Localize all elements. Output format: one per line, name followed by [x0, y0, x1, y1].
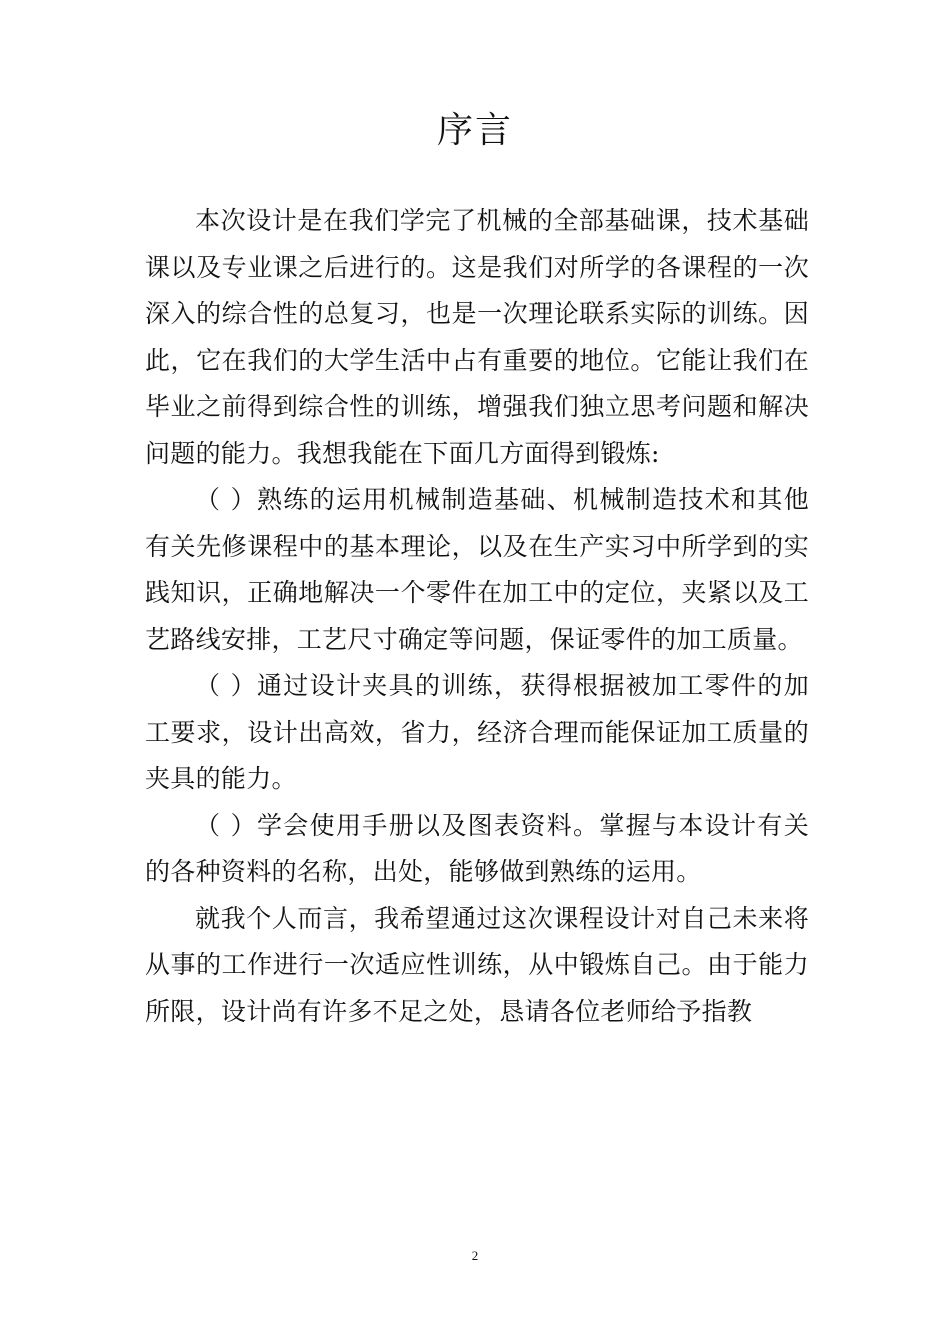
paragraph-item-1: （ ）熟练的运用机械制造基础、机械制造技术和其他有关先修课程中的基本理论，以及在生产实习中所学到的实践知识，正确地解决一个零件在加工中的定位，夹紧以及工艺路线安排，工艺尺寸确定等问题，保证零件的加工质量。: [145, 485, 809, 654]
page-number: 2: [471, 1248, 479, 1263]
paragraph-item-3: （ ）学会使用手册以及图表资料。掌握与本设计有关的各种资料的名称，出处，能够做到熟练的运用。: [145, 810, 809, 886]
paragraph-item-2: （ ）通过设计夹具的训练，获得根据被加工零件的加工要求，设计出高效，省力，经济合理而能保证加工质量的夹具的能力。: [145, 671, 809, 793]
page-title: 序言: [436, 110, 513, 151]
preface-body: [145, 198, 809, 1035]
paragraph-conclusion: 就我个人而言，我希望通过这次课程设计对自己未来将从事的工作进行一次适应性训练，从中锻炼自己。由于能力所限，设计尚有许多不足之处，恳请各位老师给予指教: [145, 903, 809, 1026]
paragraph-intro: 本次设计是在我们学完了机械的全部基础课，技术基础课以及专业课之后进行的。这是我们对所学的各课程的一次深入的综合性的总复习，也是一次理论联系实际的训练。因此，它在我们的大学生活中占有重要的地位。它能让我们在毕业之前得到综合性的训练，增强我们独立思考问题和解决问题的能力。我想我能在下面几方面得到锻炼:: [145, 206, 809, 468]
